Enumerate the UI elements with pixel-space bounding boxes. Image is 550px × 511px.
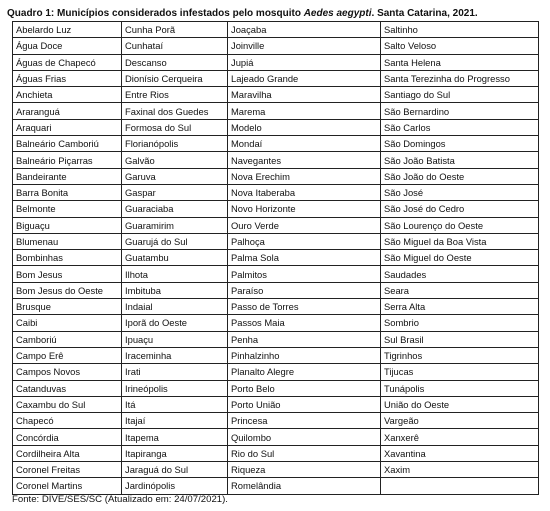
table-row (13, 136, 539, 152)
table-cell: Florianópolis (122, 136, 228, 152)
table-cell: Cunhataí (122, 38, 228, 54)
table-cell: Guatambu (122, 250, 228, 266)
table-row (13, 299, 539, 315)
table-row (13, 168, 539, 184)
table-cell: Tunápolis (381, 380, 539, 396)
table-cell: Bandeirante (13, 168, 122, 184)
table-cell: Descanso (122, 54, 228, 70)
table-cell: Porto União (228, 396, 381, 412)
table-cell: Lajeado Grande (228, 70, 381, 86)
municipalities-table (12, 21, 539, 495)
table-cell: Guaraciaba (122, 201, 228, 217)
table-cell: Passo de Torres (228, 299, 381, 315)
table-cell: Campo Erê (13, 347, 122, 363)
table-row (13, 380, 539, 396)
table-cell: Nova Itaberaba (228, 184, 381, 200)
table-cell: São Carlos (381, 119, 539, 135)
municipalities-table-body (13, 22, 539, 495)
table-row (13, 70, 539, 86)
table-cell: Vargeão (381, 413, 539, 429)
table-cell: Balneário Piçarras (13, 152, 122, 168)
table-row (13, 462, 539, 478)
table-cell: São João do Oeste (381, 168, 539, 184)
table-cell: Itapiranga (122, 445, 228, 461)
table-cell: Araquari (13, 119, 122, 135)
table-cell: Campos Novos (13, 364, 122, 380)
table-cell: Santa Terezinha do Progresso (381, 70, 539, 86)
table-cell: Palma Sola (228, 250, 381, 266)
table-row (13, 250, 539, 266)
table-row (13, 152, 539, 168)
table-cell: São Domingos (381, 136, 539, 152)
table-cell: Barra Bonita (13, 184, 122, 200)
table-row (13, 413, 539, 429)
table-row (13, 347, 539, 363)
table-cell: Cunha Porã (122, 22, 228, 38)
table-row (13, 315, 539, 331)
table-cell: São João Batista (381, 152, 539, 168)
table-cell: São Bernardino (381, 103, 539, 119)
table-cell: Santa Helena (381, 54, 539, 70)
table-cell: Imbituba (122, 282, 228, 298)
table-cell: Indaial (122, 299, 228, 315)
table-cell: Itapema (122, 429, 228, 445)
table-cell: Paraíso (228, 282, 381, 298)
table-cell: Caibi (13, 315, 122, 331)
table-cell: Camboriú (13, 331, 122, 347)
table-cell: Balneário Camboriú (13, 136, 122, 152)
table-cell: Palmitos (228, 266, 381, 282)
table-cell: Coronel Freitas (13, 462, 122, 478)
table-cell: Jardinópolis (122, 478, 228, 494)
table-cell: Dionísio Cerqueira (122, 70, 228, 86)
table-cell: Tigrinhos (381, 347, 539, 363)
table-cell: Novo Horizonte (228, 201, 381, 217)
table-cell: Águas de Chapecó (13, 54, 122, 70)
table-cell: Princesa (228, 413, 381, 429)
table-cell: Planalto Alegre (228, 364, 381, 380)
table-cell: Blumenau (13, 233, 122, 249)
table-row (13, 201, 539, 217)
table-cell: Biguaçu (13, 217, 122, 233)
caption-prefix: Quadro 1: Municípios considerados infestados pelo mosquito (7, 8, 304, 19)
source-footnote: Fonte: DIVE/SES/SC (Atualizado em: 24/07/2021). (12, 494, 228, 505)
table-cell: Guarujá do Sul (122, 233, 228, 249)
table-cell: Bombinhas (13, 250, 122, 266)
table-cell: Riqueza (228, 462, 381, 478)
table-cell: São José (381, 184, 539, 200)
table-row (13, 429, 539, 445)
table-cell: Joinville (228, 38, 381, 54)
table-cell: Xanxerê (381, 429, 539, 445)
table-cell: Cordilheira Alta (13, 445, 122, 461)
table-cell: Catanduvas (13, 380, 122, 396)
table-cell: São Miguel da Boa Vista (381, 233, 539, 249)
table-cell: Saudades (381, 266, 539, 282)
table-cell: Navegantes (228, 152, 381, 168)
table-cell: Bom Jesus do Oeste (13, 282, 122, 298)
table-cell: São Lourenço do Oeste (381, 217, 539, 233)
table-row (13, 478, 539, 494)
table-cell: Passos Maia (228, 315, 381, 331)
table-cell: Iporã do Oeste (122, 315, 228, 331)
table-row (13, 445, 539, 461)
table-cell: São Miguel do Oeste (381, 250, 539, 266)
table-cell: Faxinal dos Guedes (122, 103, 228, 119)
table-cell (381, 478, 539, 494)
table-cell: Saltinho (381, 22, 539, 38)
table-cell: São José do Cedro (381, 201, 539, 217)
table-cell: Itá (122, 396, 228, 412)
table-cell: Abelardo Luz (13, 22, 122, 38)
table-cell: Concórdia (13, 429, 122, 445)
table-row (13, 364, 539, 380)
table-cell: Gaspar (122, 184, 228, 200)
table-cell: Galvão (122, 152, 228, 168)
table-row (13, 331, 539, 347)
table-cell: Ipuaçu (122, 331, 228, 347)
table-cell: Xavantina (381, 445, 539, 461)
table-cell: Jaraguá do Sul (122, 462, 228, 478)
table-cell: União do Oeste (381, 396, 539, 412)
table-cell: Entre Rios (122, 87, 228, 103)
table-cell: Garuva (122, 168, 228, 184)
table-cell: Quilombo (228, 429, 381, 445)
table-row (13, 54, 539, 70)
table-cell: Rio do Sul (228, 445, 381, 461)
table-cell: Penha (228, 331, 381, 347)
table-cell: Caxambu do Sul (13, 396, 122, 412)
table-cell: Sul Brasil (381, 331, 539, 347)
table-cell: Araranguá (13, 103, 122, 119)
table-cell: Serra Alta (381, 299, 539, 315)
table-cell: Modelo (228, 119, 381, 135)
table-cell: Palhoça (228, 233, 381, 249)
table-cell: Joaçaba (228, 22, 381, 38)
table-row (13, 282, 539, 298)
table-row (13, 22, 539, 38)
table-cell: Irati (122, 364, 228, 380)
table-cell: Belmonte (13, 201, 122, 217)
table-cell: Anchieta (13, 87, 122, 103)
table-cell: Seara (381, 282, 539, 298)
table-cell: Coronel Martins (13, 478, 122, 494)
table-row (13, 233, 539, 249)
table-cell: Guaramirim (122, 217, 228, 233)
table-cell: Romelândia (228, 478, 381, 494)
table-cell: Iraceminha (122, 347, 228, 363)
table-row (13, 38, 539, 54)
table-cell: Águas Frias (13, 70, 122, 86)
table-caption (7, 8, 478, 19)
table-cell: Brusque (13, 299, 122, 315)
table-cell: Porto Belo (228, 380, 381, 396)
table-cell: Santiago do Sul (381, 87, 539, 103)
table-cell: Salto Veloso (381, 38, 539, 54)
caption-suffix: . Santa Catarina, 2021. (371, 8, 478, 19)
table-cell: Sombrio (381, 315, 539, 331)
table-cell: Chapecó (13, 413, 122, 429)
table-row (13, 217, 539, 233)
table-cell: Xaxim (381, 462, 539, 478)
caption-species: Aedes aegypti (303, 8, 372, 19)
table-row (13, 87, 539, 103)
table-cell: Irineópolis (122, 380, 228, 396)
table-cell: Ilhota (122, 266, 228, 282)
table-cell: Maravilha (228, 87, 381, 103)
table-cell: Bom Jesus (13, 266, 122, 282)
table-cell: Ouro Verde (228, 217, 381, 233)
table-cell: Tijucas (381, 364, 539, 380)
table-row (13, 266, 539, 282)
table-cell: Nova Erechim (228, 168, 381, 184)
table-row (13, 119, 539, 135)
table-row (13, 184, 539, 200)
table-cell: Pinhalzinho (228, 347, 381, 363)
table-cell: Mondaí (228, 136, 381, 152)
table-cell: Formosa do Sul (122, 119, 228, 135)
table-cell: Itajaí (122, 413, 228, 429)
table-row (13, 396, 539, 412)
table-cell: Água Doce (13, 38, 122, 54)
table-row (13, 103, 539, 119)
table-cell: Jupiá (228, 54, 381, 70)
table-cell: Marema (228, 103, 381, 119)
